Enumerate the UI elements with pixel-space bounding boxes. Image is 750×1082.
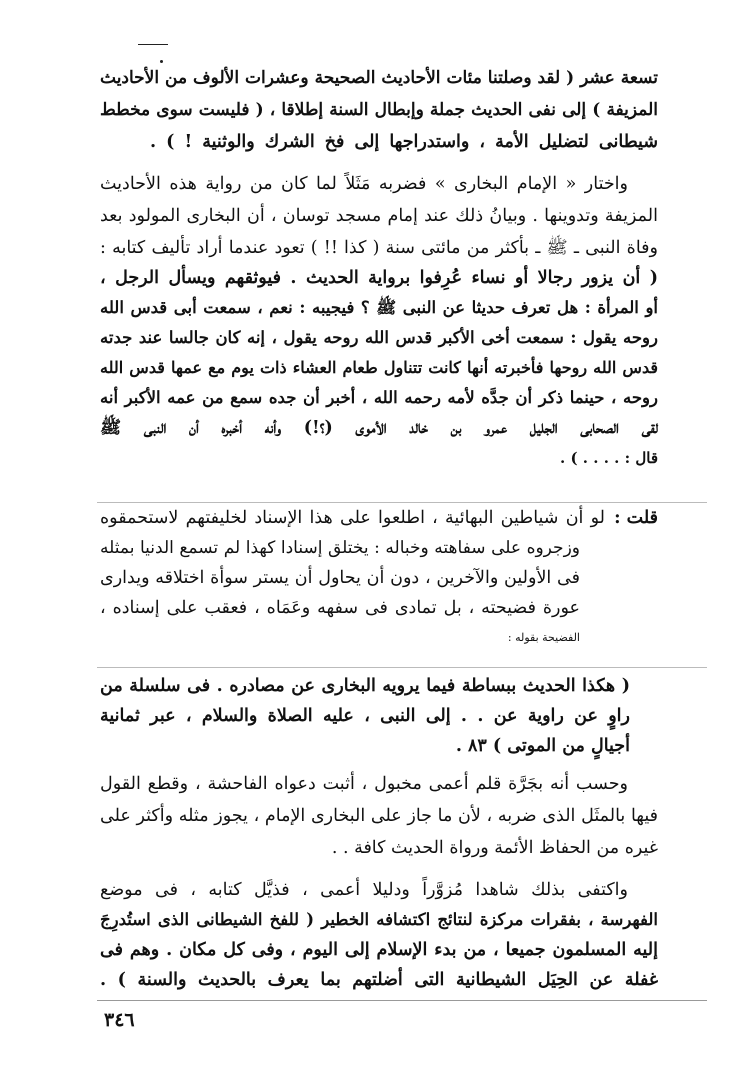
text-line: فى الأولين والآخرين ، دون أن يحاول أن يستر سوأة اختلاقه ويدارى: [100, 568, 580, 588]
text-line: عورة فضيحته ، بل تمادى فى سفهه وعَمَاه ، فعقب على إسناده ،: [100, 598, 580, 618]
text-line: روحه يقول : سمعت أخى الأكبر قدس الله روحه يقول ، إنه كان جالسا عند جدته: [100, 328, 658, 347]
text-line: ( هكذا الحديث ببساطة فيما يرويه البخارى عن مصادره . فى سلسلة من: [100, 676, 630, 696]
text-line: واختار « الإمام البخارى » فضربه مَثَلاً لما كان من رواية هذه الأحاديث: [100, 174, 628, 194]
text-line: وزجروه على سفاهته وخباله : يختلق إسنادا كهذا لم تسمع الدنيا بمثله: [100, 538, 580, 558]
text-line: واكتفى بذلك شاهدا مُزوَّراً ودليلا أعمى ، فذيَّل كتابه ، فى موضع: [100, 880, 628, 900]
text-line: غيره من الحفاظ الأئمة ورواة الحديث كافة . .: [331, 838, 658, 858]
quote-divider: [97, 667, 707, 668]
text-line: لو أن شياطين البهائية ، اطلعوا على هذا الإسناد لخليفتهم لاستحمقوه: [100, 508, 605, 528]
text-line: الفهرسة ، بفقرات مركزة لنتائج اكتشافه الخطير ( للفخ الشيطانى الذى استُدرِجَ: [100, 910, 658, 929]
text-line: وحسب أنه بجَرَّة قلم أعمى مخبول ، أثبت دعواه الفاحشة ، وقطع القول: [100, 774, 628, 794]
text-line: شيطانى لتضليل الأمة ، واستدراجها إلى فخ الشرك والوثنية ! ) .: [150, 132, 658, 152]
text-line: غفلة عن الحِيَل الشيطانية التى أضلتهم بما يعرف بالحديث والسنة ) .: [100, 970, 658, 990]
text-line: فيها بالمثَل الذى ضربه ، لأن ما جاز على البخارى الإمام ، يجوز مثله وأكثر على: [100, 806, 658, 826]
text-line: المزيفة ) إلى نفى الحديث جملة وإبطال السنة إطلاقا ، ( فليست سوى مخطط: [100, 100, 658, 120]
header-rule: [138, 44, 168, 45]
text-line: وفاة النبى ـ ﷺ ـ بأكثر من مائتى سنة ( كذا !! ) تعود عندما أراد تأليف كتابه :: [100, 238, 658, 258]
text-line: أو المرأة : هل تعرف حديثا عن النبى ﷺ ؟ فيجيبه : نعم ، سمعت أبى قدس الله: [100, 298, 658, 317]
text-line: قدس الله روحها فأخبرته أنها كانت تتناول طعام العشاء ذات يوم مع عمها قدس الله: [100, 358, 658, 377]
text-line: لقى الصحابى الجليل عمرو بن خالد الأموى (؟!) وأنه أخبره أن النبى ﷺ: [100, 418, 658, 438]
text-line: الفضيحة بقوله :: [507, 631, 580, 644]
footer-rule: [97, 1000, 707, 1001]
text-line: إليه المسلمون جميعا ، من بدء الإسلام إلى اليوم ، وفى كل مكان . وهم فى: [100, 940, 658, 960]
text-line: ( أن يزور رجالا أو نساء عُرِفوا برواية الحديث . فيوثقهم ويسأل الرجل ،: [100, 268, 658, 288]
text-line: قال : . . . . ) .: [560, 449, 658, 467]
text-line: تسعة عشر ( لقد وصلتنا مئات الأحاديث الصحيحة وعشرات الألوف من الأحاديث: [100, 68, 658, 88]
section-divider: [97, 502, 707, 503]
qalt-label: قلت :: [614, 508, 658, 528]
header-mark: [160, 60, 163, 63]
text-line: روحه ، حينما ذكر أن جدَّه لأمه رحمه الله ، أخبر أن جده سمع من عمه الأكبر أنه: [100, 388, 658, 407]
text-line: المزيفة وتدوينها . وبيانُ ذلك عند إمام مسجد توسان ، أن البخارى المولود بعد: [100, 206, 658, 226]
page-number: ٣٤٦: [104, 1009, 135, 1031]
text-line: أجيالٍ من الموتى ) ٨٣ .: [455, 736, 630, 756]
text-line: راوٍ عن راوية عن . . إلى النبى ، عليه الصلاة والسلام ، عبر ثمانية: [100, 706, 630, 726]
